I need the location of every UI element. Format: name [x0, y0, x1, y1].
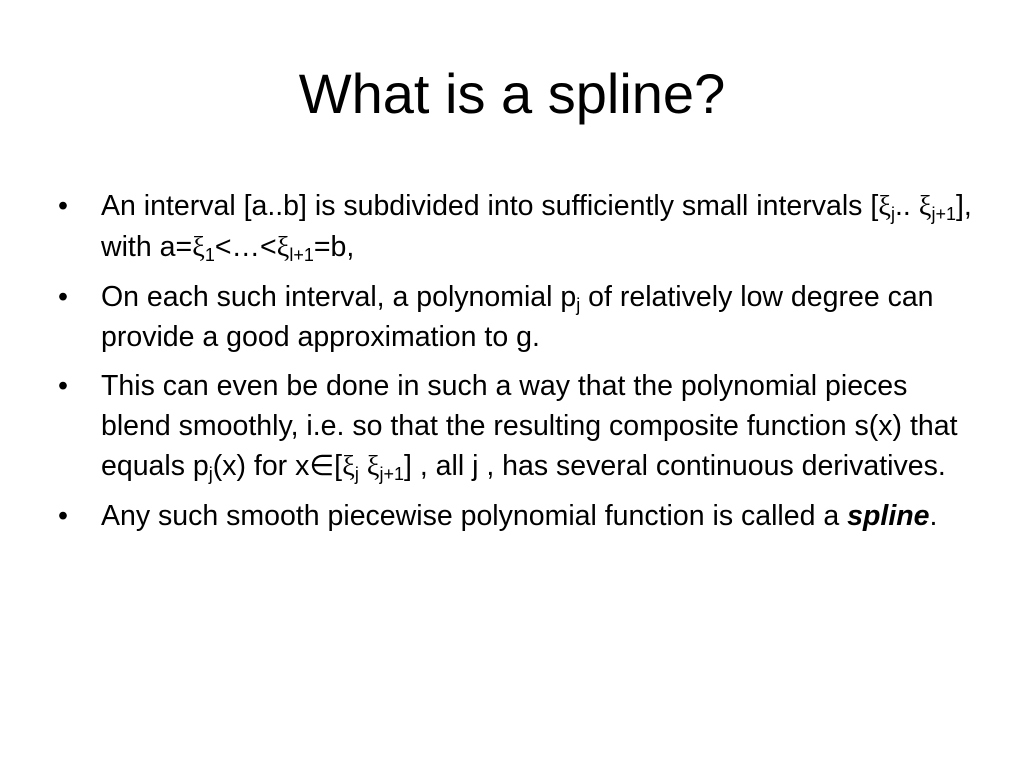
xi-symbol: ξ	[878, 191, 891, 222]
bullet-dot: •	[58, 500, 68, 532]
bullet-list	[58, 186, 978, 545]
bullet-text: (x) for x	[212, 450, 310, 482]
subscript: 1	[204, 245, 215, 265]
subscript: l+1	[289, 245, 314, 265]
bullet-item	[58, 186, 978, 268]
bullet-text: On each such interval, a polynomial p	[101, 281, 577, 313]
bullet-text: of relatively low degree can provide a good approximation to g.	[101, 281, 934, 353]
xi-symbol: ξ	[918, 191, 932, 222]
bullet-text: =b,	[313, 231, 355, 263]
bullet-text: ..	[894, 190, 911, 222]
xi-symbol: ξ	[192, 232, 205, 263]
subscript: j+1	[931, 204, 956, 224]
xi-symbol: ξ	[342, 451, 355, 482]
xi-symbol: ξ	[366, 451, 380, 482]
subscript: j	[576, 295, 581, 315]
bullet-text: ] , all j , has several continuous derivatives.	[403, 450, 946, 482]
bullet-text: [	[334, 450, 343, 482]
bullet-dot: •	[58, 281, 68, 313]
element-of-symbol: ∈	[309, 451, 335, 482]
bullet-text: <…<	[214, 231, 277, 263]
bullet-text: Any such smooth piecewise polynomial function is called a	[101, 500, 848, 532]
bullet-text: An interval [a..b] is subdivided into sufficiently small intervals [	[101, 190, 879, 222]
emphasis-term: spline	[847, 500, 930, 532]
subscript: j	[354, 464, 359, 484]
bullet-text: This can even be done in such a way that the polynomial pieces blend smoothly, i.e. so that the resulting composite function s(x) that equals p	[101, 370, 958, 482]
bullet-dot: •	[58, 370, 68, 402]
subscript: j+1	[379, 464, 404, 484]
subscript: j	[208, 464, 213, 484]
xi-symbol: ξ	[276, 232, 290, 263]
subscript: j	[890, 204, 895, 224]
bullet-text: .	[929, 500, 938, 532]
bullet-item	[58, 496, 978, 536]
bullet-item	[58, 277, 978, 357]
bullet-dot: •	[58, 190, 68, 222]
bullet-text: ], with a=	[101, 190, 972, 263]
slide-title: What is a spline?	[298, 62, 726, 125]
bullet-item	[58, 366, 978, 487]
